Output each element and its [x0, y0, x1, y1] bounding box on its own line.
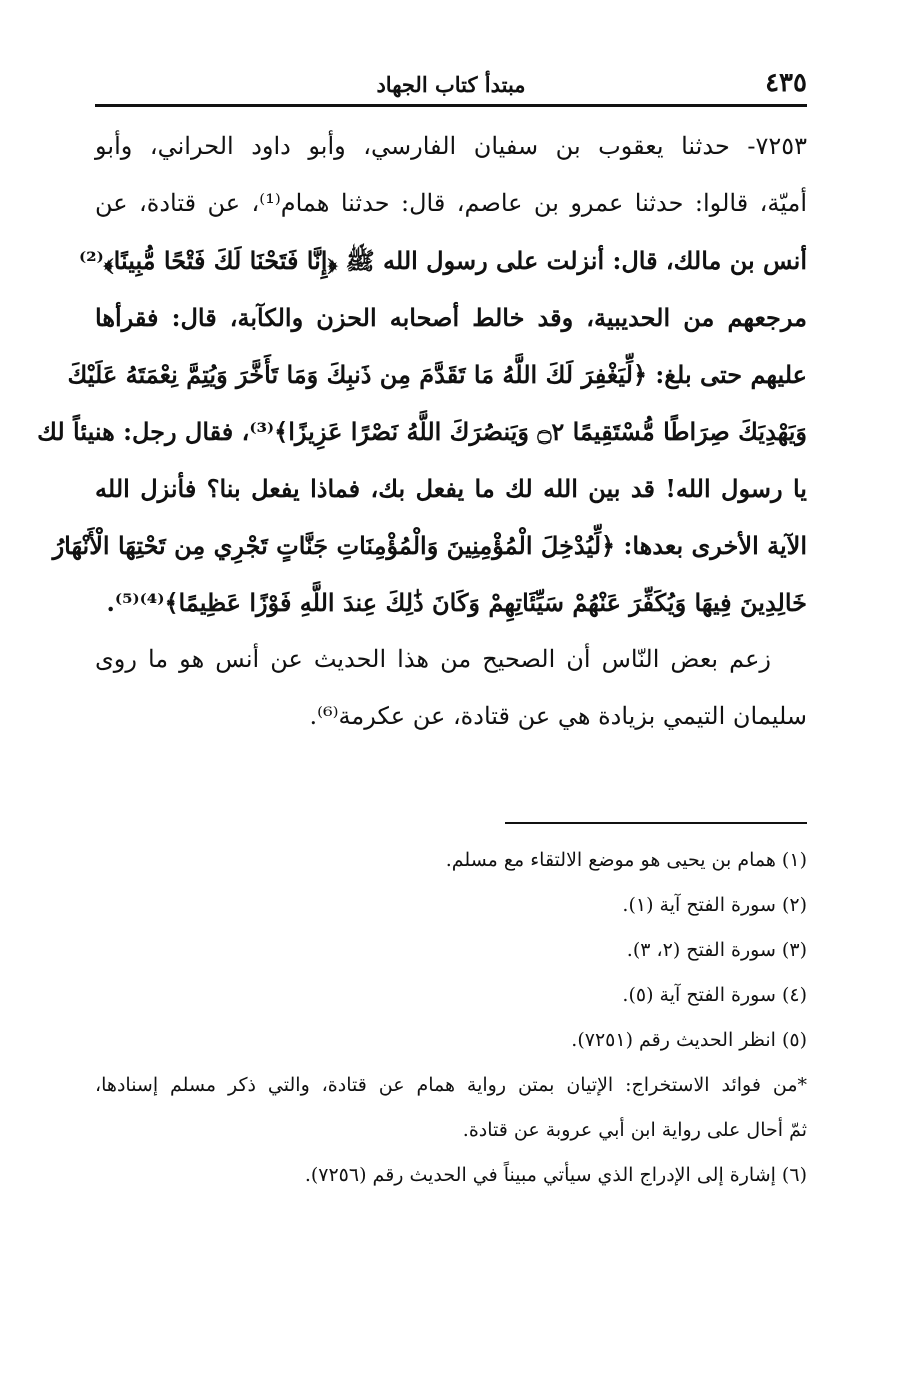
footnote: (٥) انظر الحديث رقم (٧٢٥١).: [571, 1029, 807, 1051]
page-header: [95, 66, 807, 106]
page-number: ٤٣٥: [765, 68, 807, 98]
running-title: مبتدأ كتاب الجهاد: [376, 72, 526, 97]
footnote: ثمّ أحال على رواية ابن أبي عروبة عن قتادة.: [462, 1119, 807, 1141]
text-line: زعم بعض النّاس أن الصحيح من هذا الحديث عن أنس هو ما روى: [95, 645, 771, 673]
text-line: عليهم حتى بلغ: ﴿لِّيَغْفِرَ لَكَ اللَّهُ مَا تَقَدَّمَ مِن ذَنبِكَ وَمَا تَأَخَّرَ وَيُتِمَّ نِعْمَتَهُ عَلَيْكَ: [67, 360, 807, 389]
text-line: وَيَهْدِيَكَ صِرَاطًا مُّسْتَقِيمًا ۝٢ وَيَنصُرَكَ اللَّهُ نَصْرًا عَزِيزًا﴾⁽³⁾، فقال رجل: هنيئاً لك: [37, 417, 807, 446]
header-rule: [95, 104, 807, 107]
footnote: (٤) سورة الفتح آية (٥).: [622, 984, 807, 1006]
text-line: ٧٢٥٣- حدثنا يعقوب بن سفيان الفارسي، وأبو داود الحراني، وأبو: [95, 132, 807, 160]
text-line: مرجعهم من الحديبية، وقد خالط أصحابه الحزن والكآبة، قال: فقرأها: [95, 303, 807, 332]
footnotes: [95, 838, 807, 1198]
footnote: (٣) سورة الفتح (٢، ٣).: [626, 939, 807, 961]
text-line: يا رسول الله! قد بين الله لك ما يفعل بك، فماذا يفعل بنا؟ فأنزل الله: [95, 474, 807, 503]
footnote: (٦) إشارة إلى الإدراج الذي سيأتي مبيناً في الحديث رقم (٧٢٥٦).: [304, 1164, 807, 1186]
text-line: سليمان التيمي بزيادة هي عن قتادة، عن عكرمة⁽⁶⁾.: [309, 702, 807, 730]
text-line: أميّة، قالوا: حدثنا عمرو بن عاصم، قال: حدثنا همام⁽¹⁾، عن قتادة، عن: [95, 189, 807, 217]
text-line: أنس بن مالك، قال: أنزلت على رسول الله ﷺ ﴿إِنَّا فَتَحْنَا لَكَ فَتْحًا مُّبِينًا﴾⁽²⁾: [78, 246, 807, 275]
text-line: خَالِدِينَ فِيهَا وَيُكَفِّرَ عَنْهُمْ سَيِّئَاتِهِمْ وَكَانَ ذَٰلِكَ عِندَ اللَّهِ فَوْزًا عَظِيمًا﴾⁽⁴⁾⁽⁵⁾.: [106, 588, 807, 617]
hadith-text: [37, 118, 807, 745]
footnote: (١) همام بن يحيى هو موضع الالتقاء مع مسلم.: [445, 849, 807, 871]
text-line: الآية الأخرى بعدها: ﴿لِّيُدْخِلَ الْمُؤْمِنِينَ وَالْمُؤْمِنَاتِ جَنَّاتٍ تَجْرِي مِن تَحْتِهَا الْأَنْهَارُ: [52, 531, 807, 560]
footnote-separator: [505, 822, 807, 824]
footnote: *من فوائد الاستخراج: الإتيان بمتن رواية همام عن قتادة، والتي ذكر مسلم إسنادها،: [95, 1074, 807, 1096]
footnote: (٢) سورة الفتح آية (١).: [622, 894, 807, 916]
